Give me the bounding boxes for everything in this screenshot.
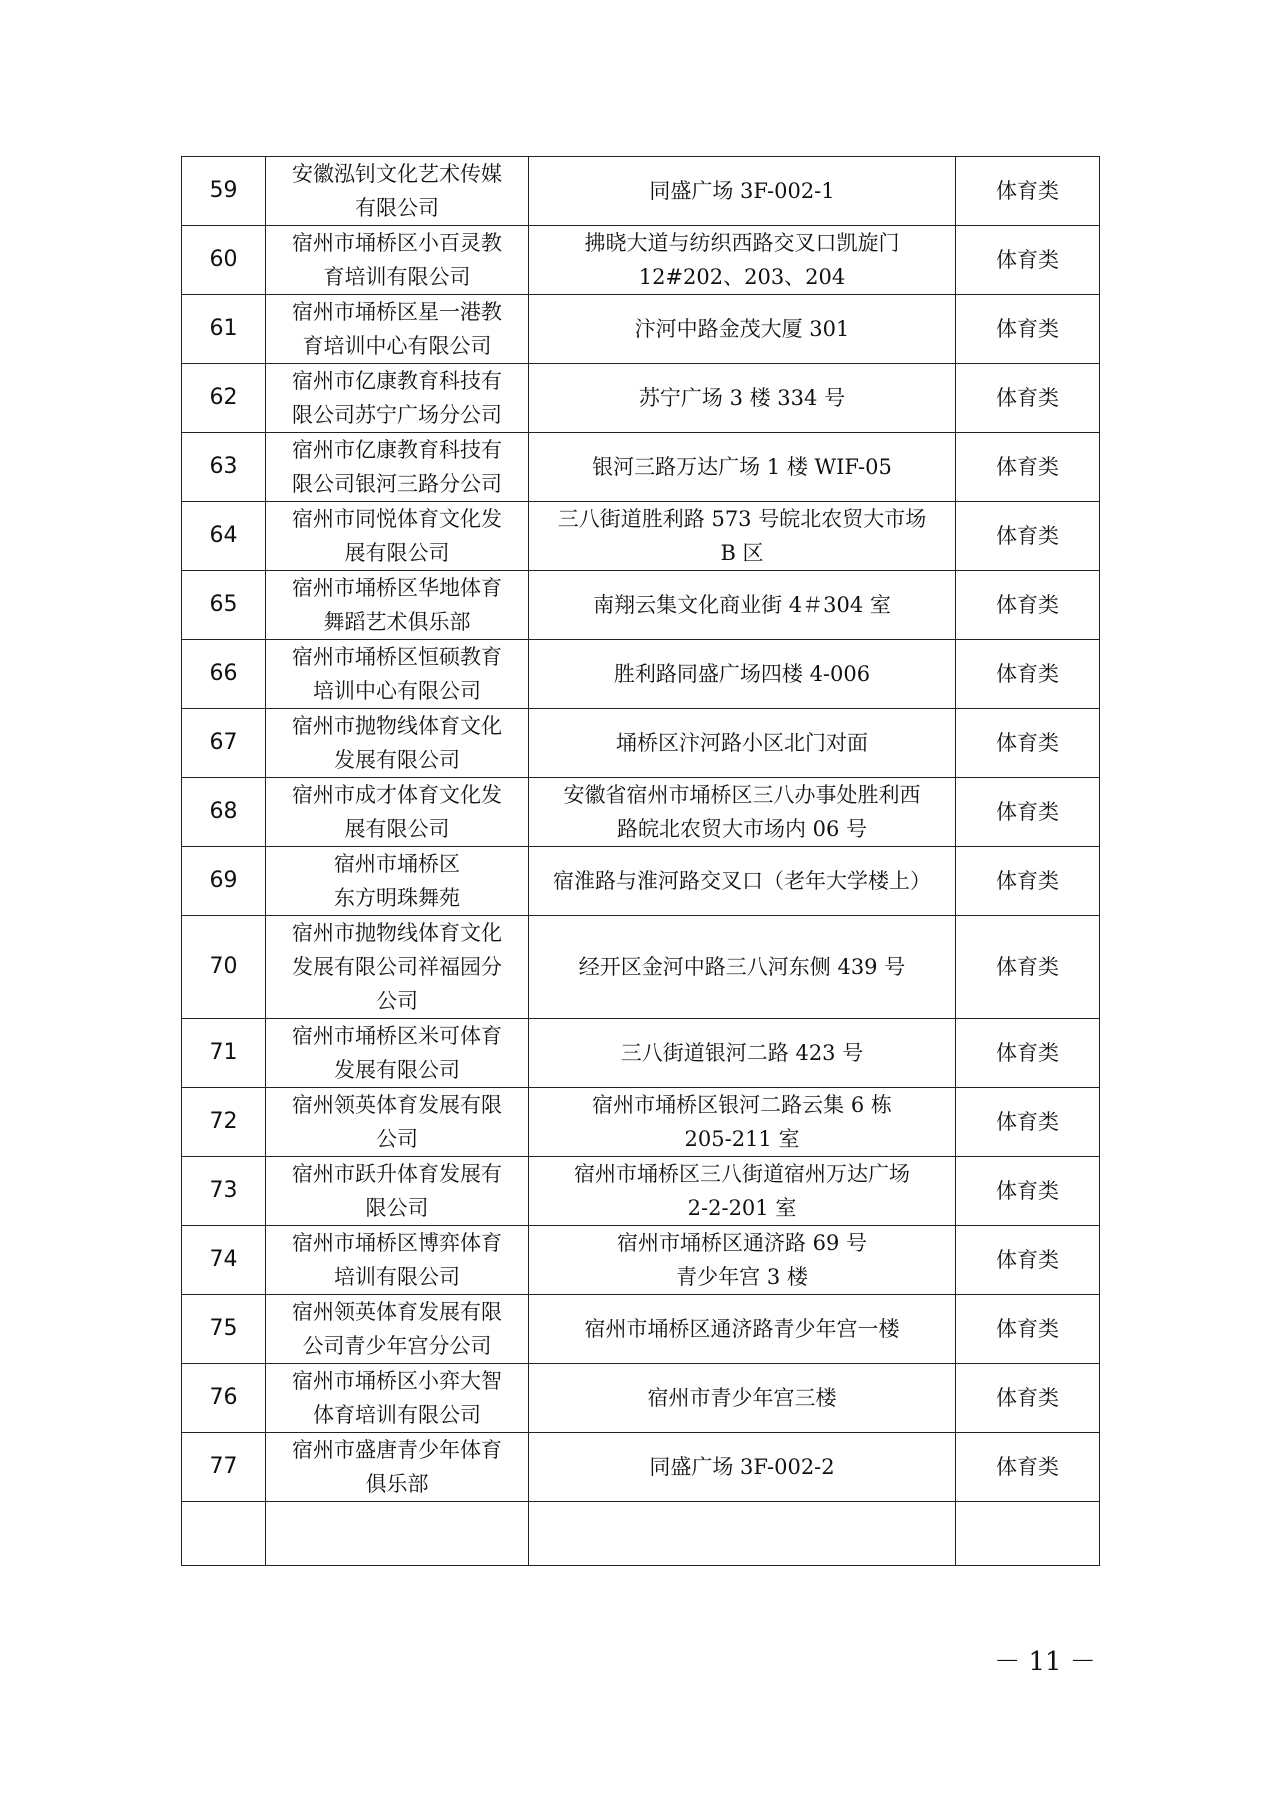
organization-name-line: 宿州市跃升体育发展有 bbox=[292, 1162, 502, 1186]
row-number: 75 bbox=[182, 1295, 266, 1364]
organization-name-line: 宿州市亿康教育科技有 bbox=[292, 369, 502, 393]
organization-address-line: 经开区金河中路三八河东侧 439 号 bbox=[578, 955, 906, 979]
organization-name bbox=[266, 709, 529, 778]
organization-address bbox=[529, 1364, 956, 1433]
empty-cell bbox=[529, 1502, 956, 1566]
row-number: 77 bbox=[182, 1433, 266, 1502]
organization-name-line: 宿州市埇桥区 bbox=[334, 852, 460, 876]
organization-category: 体育类 bbox=[956, 571, 1100, 640]
organization-address-line: B 区 bbox=[720, 541, 764, 565]
organization-category: 体育类 bbox=[956, 1364, 1100, 1433]
organization-category: 体育类 bbox=[956, 1433, 1100, 1502]
organization-name-line: 育培训中心有限公司 bbox=[302, 334, 492, 358]
organization-name bbox=[266, 502, 529, 571]
organization-category: 体育类 bbox=[956, 1088, 1100, 1157]
organization-name bbox=[266, 1157, 529, 1226]
organization-address bbox=[529, 502, 956, 571]
organization-name bbox=[266, 640, 529, 709]
organization-address-line: 205-211 室 bbox=[684, 1127, 800, 1151]
organization-address bbox=[529, 1157, 956, 1226]
organization-name-line: 培训中心有限公司 bbox=[313, 679, 481, 703]
organization-name bbox=[266, 1364, 529, 1433]
organization-name-line: 宿州市埇桥区星一港教 bbox=[292, 300, 502, 324]
organization-name-line: 公司 bbox=[376, 1127, 418, 1151]
organization-name-line: 宿州市抛物线体育文化 bbox=[292, 714, 502, 738]
organization-name-line: 安徽泓钊文化艺术传媒 bbox=[292, 162, 502, 186]
organization-name-line: 宿州市埇桥区小百灵教 bbox=[292, 231, 502, 255]
organization-name-line: 体育培训有限公司 bbox=[313, 1403, 481, 1427]
organization-address bbox=[529, 709, 956, 778]
organization-category: 体育类 bbox=[956, 709, 1100, 778]
row-number: 70 bbox=[182, 916, 266, 1019]
organization-name bbox=[266, 226, 529, 295]
row-number: 67 bbox=[182, 709, 266, 778]
empty-cell bbox=[266, 1502, 529, 1566]
table-row bbox=[182, 916, 1100, 1019]
organization-category: 体育类 bbox=[956, 502, 1100, 571]
organization-name bbox=[266, 571, 529, 640]
organization-category: 体育类 bbox=[956, 1295, 1100, 1364]
row-number: 73 bbox=[182, 1157, 266, 1226]
organization-address-line: 宿淮路与淮河路交叉口（老年大学楼上） bbox=[553, 869, 931, 893]
organization-name-line: 宿州领英体育发展有限 bbox=[292, 1093, 502, 1117]
organization-name bbox=[266, 1295, 529, 1364]
organization-address-line: 同盛广场 3F-002-1 bbox=[649, 179, 835, 203]
row-number: 61 bbox=[182, 295, 266, 364]
organization-name-line: 俱乐部 bbox=[365, 1472, 429, 1496]
organization-name-line: 发展有限公司 bbox=[334, 748, 460, 772]
page-number: － 11 － bbox=[994, 1647, 1096, 1677]
organization-category: 体育类 bbox=[956, 847, 1100, 916]
organization-address-line: 安徽省宿州市埇桥区三八办事处胜利西 bbox=[563, 783, 921, 807]
organization-category: 体育类 bbox=[956, 157, 1100, 226]
organization-address-line: 宿州市埇桥区通济路 69 号 bbox=[616, 1231, 868, 1255]
organization-name-line: 宿州市埇桥区恒硕教育 bbox=[292, 645, 502, 669]
row-number: 66 bbox=[182, 640, 266, 709]
table-row bbox=[182, 226, 1100, 295]
organization-address bbox=[529, 157, 956, 226]
organization-address-line: 宿州市青少年宫三楼 bbox=[647, 1386, 837, 1410]
organization-name-line: 公司青少年宫分公司 bbox=[302, 1334, 492, 1358]
table-row bbox=[182, 778, 1100, 847]
organization-address bbox=[529, 1433, 956, 1502]
organization-name-line: 宿州市同悦体育文化发 bbox=[292, 507, 502, 531]
table-row bbox=[182, 1364, 1100, 1433]
organization-category: 体育类 bbox=[956, 916, 1100, 1019]
organization-name-line: 宿州市成才体育文化发 bbox=[292, 783, 502, 807]
organization-address-line: 三八街道胜利路 573 号皖北农贸大市场 bbox=[557, 507, 927, 531]
organization-address-line: 同盛广场 3F-002-2 bbox=[649, 1455, 835, 1479]
organization-table bbox=[181, 156, 1100, 1566]
organization-category: 体育类 bbox=[956, 226, 1100, 295]
organization-name-line: 舞蹈艺术俱乐部 bbox=[323, 610, 471, 634]
organization-address bbox=[529, 1019, 956, 1088]
row-number: 62 bbox=[182, 364, 266, 433]
organization-address-line: 三八街道银河二路 423 号 bbox=[620, 1041, 864, 1065]
table-row bbox=[182, 502, 1100, 571]
organization-address-line: 12#202、203、204 bbox=[638, 265, 846, 289]
organization-address-line: 青少年宫 3 楼 bbox=[676, 1265, 808, 1289]
organization-name-line: 宿州领英体育发展有限 bbox=[292, 1300, 502, 1324]
organization-name-line: 宿州市埇桥区小弈大智 bbox=[292, 1369, 502, 1393]
organization-name-line: 公司 bbox=[376, 989, 418, 1013]
row-number: 59 bbox=[182, 157, 266, 226]
organization-address-line: 路皖北农贸大市场内 06 号 bbox=[616, 817, 868, 841]
organization-address bbox=[529, 295, 956, 364]
organization-name bbox=[266, 1226, 529, 1295]
organization-category: 体育类 bbox=[956, 640, 1100, 709]
row-number: 74 bbox=[182, 1226, 266, 1295]
organization-address bbox=[529, 640, 956, 709]
organization-address bbox=[529, 778, 956, 847]
organization-name bbox=[266, 364, 529, 433]
organization-name-line: 宿州市埇桥区米可体育 bbox=[292, 1024, 502, 1048]
row-number: 72 bbox=[182, 1088, 266, 1157]
organization-name bbox=[266, 916, 529, 1019]
organization-name-line: 宿州市亿康教育科技有 bbox=[292, 438, 502, 462]
organization-address-line: 埇桥区汴河路小区北门对面 bbox=[616, 731, 868, 755]
organization-name bbox=[266, 157, 529, 226]
organization-name-line: 东方明珠舞苑 bbox=[334, 886, 460, 910]
table-row bbox=[182, 433, 1100, 502]
row-number: 63 bbox=[182, 433, 266, 502]
organization-name-line: 限公司 bbox=[365, 1196, 429, 1220]
table-row bbox=[182, 847, 1100, 916]
organization-address-line: 胜利路同盛广场四楼 4-006 bbox=[613, 662, 871, 686]
organization-address bbox=[529, 571, 956, 640]
organization-name-line: 有限公司 bbox=[355, 196, 439, 220]
organization-address bbox=[529, 433, 956, 502]
empty-table-row bbox=[182, 1502, 1100, 1566]
row-number: 76 bbox=[182, 1364, 266, 1433]
organization-name-line: 限公司苏宁广场分公司 bbox=[292, 403, 502, 427]
table-row bbox=[182, 571, 1100, 640]
row-number: 64 bbox=[182, 502, 266, 571]
organization-address bbox=[529, 1226, 956, 1295]
organization-name bbox=[266, 847, 529, 916]
row-number: 71 bbox=[182, 1019, 266, 1088]
organization-name-line: 宿州市埇桥区华地体育 bbox=[292, 576, 502, 600]
organization-name-line: 发展有限公司 bbox=[334, 1058, 460, 1082]
table-row bbox=[182, 1433, 1100, 1502]
organization-address bbox=[529, 226, 956, 295]
table-row bbox=[182, 295, 1100, 364]
table-row bbox=[182, 1157, 1100, 1226]
organization-address-line: 银河三路万达广场 1 楼 WIF-05 bbox=[592, 455, 892, 479]
organization-address bbox=[529, 916, 956, 1019]
table-row bbox=[182, 640, 1100, 709]
organization-category: 体育类 bbox=[956, 1157, 1100, 1226]
organization-name bbox=[266, 1433, 529, 1502]
organization-address bbox=[529, 364, 956, 433]
organization-name-line: 培训有限公司 bbox=[334, 1265, 460, 1289]
organization-address-line: 宿州市埇桥区三八街道宿州万达广场 bbox=[574, 1162, 910, 1186]
organization-category: 体育类 bbox=[956, 1226, 1100, 1295]
organization-category: 体育类 bbox=[956, 433, 1100, 502]
organization-name-line: 宿州市盛唐青少年体育 bbox=[292, 1438, 502, 1462]
organization-address-line: 宿州市埇桥区通济路青少年宫一楼 bbox=[584, 1317, 900, 1341]
organization-category: 体育类 bbox=[956, 778, 1100, 847]
organization-category: 体育类 bbox=[956, 1019, 1100, 1088]
organization-address bbox=[529, 1088, 956, 1157]
organization-name bbox=[266, 295, 529, 364]
row-number: 60 bbox=[182, 226, 266, 295]
table-row bbox=[182, 1295, 1100, 1364]
table-row bbox=[182, 1226, 1100, 1295]
row-number: 68 bbox=[182, 778, 266, 847]
table-row bbox=[182, 709, 1100, 778]
table-body bbox=[182, 157, 1100, 1566]
organization-address bbox=[529, 847, 956, 916]
organization-name-line: 发展有限公司祥福园分 bbox=[292, 955, 502, 979]
organization-address bbox=[529, 1295, 956, 1364]
table-row bbox=[182, 364, 1100, 433]
row-number: 69 bbox=[182, 847, 266, 916]
organization-address-line: 宿州市埇桥区银河二路云集 6 栋 bbox=[592, 1093, 892, 1117]
organization-name bbox=[266, 1088, 529, 1157]
organization-name-line: 限公司银河三路分公司 bbox=[292, 472, 502, 496]
organization-address-line: 2-2-201 室 bbox=[687, 1196, 797, 1220]
table-row bbox=[182, 1088, 1100, 1157]
organization-name-line: 宿州市抛物线体育文化 bbox=[292, 921, 502, 945]
organization-name bbox=[266, 433, 529, 502]
organization-category: 体育类 bbox=[956, 364, 1100, 433]
organization-name-line: 展有限公司 bbox=[344, 541, 450, 565]
empty-cell bbox=[182, 1502, 266, 1566]
organization-name bbox=[266, 778, 529, 847]
organization-address-line: 拂晓大道与纺织西路交叉口凯旋门 bbox=[584, 231, 900, 255]
organization-address-line: 汴河中路金茂大厦 301 bbox=[634, 317, 850, 341]
row-number: 65 bbox=[182, 571, 266, 640]
organization-name-line: 宿州市埇桥区博弈体育 bbox=[292, 1231, 502, 1255]
organization-address-line: 苏宁广场 3 楼 334 号 bbox=[638, 386, 846, 410]
organization-name-line: 展有限公司 bbox=[344, 817, 450, 841]
organization-address-line: 南翔云集文化商业街 4＃304 室 bbox=[593, 593, 891, 617]
empty-cell bbox=[956, 1502, 1100, 1566]
table-row bbox=[182, 157, 1100, 226]
organization-name bbox=[266, 1019, 529, 1088]
organization-category: 体育类 bbox=[956, 295, 1100, 364]
organization-name-line: 育培训有限公司 bbox=[323, 265, 471, 289]
table-row bbox=[182, 1019, 1100, 1088]
